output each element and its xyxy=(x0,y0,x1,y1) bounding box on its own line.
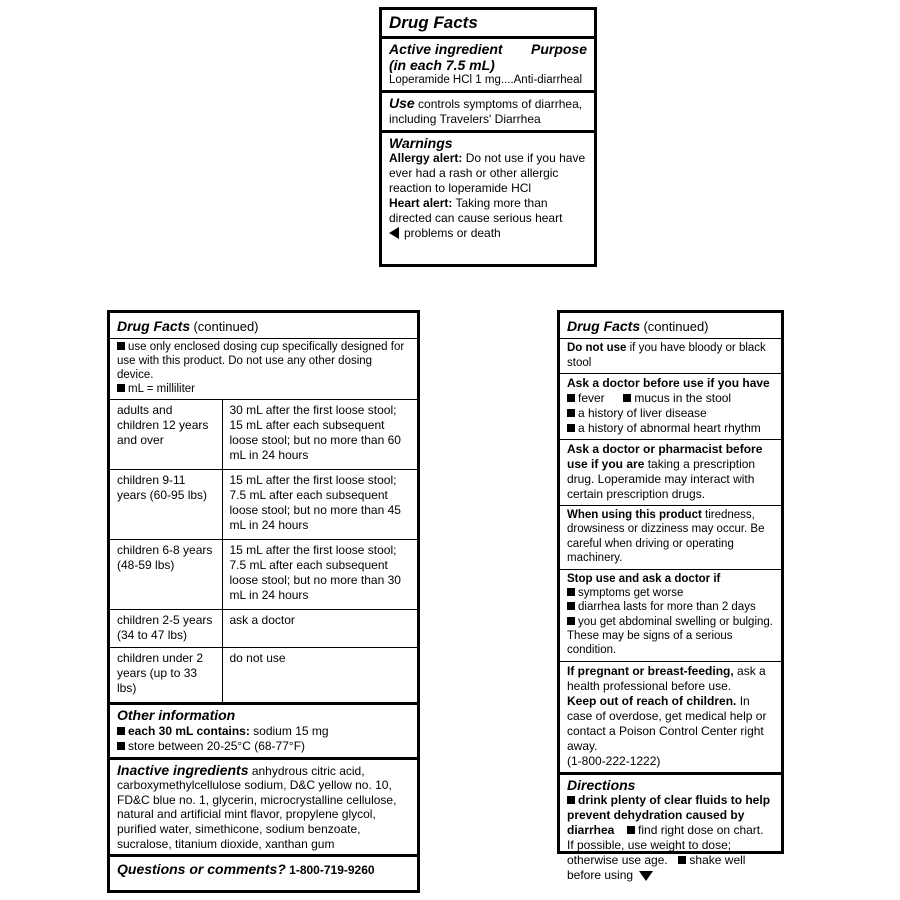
bullet-square-icon xyxy=(567,409,575,417)
heart-alert-text: Taking more than directed can cause serious heart xyxy=(389,196,563,226)
table-row xyxy=(110,648,417,703)
active-ingredient-subheading: (in each 7.5 mL) xyxy=(389,56,495,73)
inactive-ingredients-heading: Inactive ingredients xyxy=(117,761,249,778)
do-not-use-label: Do not use xyxy=(567,342,627,355)
use-text: controls symptoms of diarrhea, including Travelers' Diarrhea xyxy=(389,97,583,127)
dosing-cup-section xyxy=(110,338,417,399)
pregnant-label: If pregnant or breast-feeding, xyxy=(567,663,734,678)
dosing-table-section xyxy=(110,399,417,702)
poison-control-phone: (1-800-222-1222) xyxy=(567,753,661,768)
ml-definition: mL = milliliter xyxy=(128,382,195,395)
bullet-square-icon xyxy=(567,617,575,625)
age-cell: adults and children 12 years and over xyxy=(110,400,222,470)
bullet-square-icon xyxy=(567,424,575,432)
pregnant-text: ask a health professional before use. xyxy=(567,663,766,693)
directions-heading: Directions xyxy=(567,776,636,793)
pregnancy-section xyxy=(560,661,781,772)
dose-cell: ask a doctor xyxy=(222,610,417,648)
allergy-alert-text: Do not use if you have ever had a rash or other allergic reaction to loperamide HCl xyxy=(389,151,586,196)
questions-heading: Questions or comments? xyxy=(117,861,286,878)
ask-doctor-section xyxy=(560,373,781,439)
bullet-square-icon xyxy=(627,826,635,834)
ingredient-line: Loperamide HCl 1 mg....Anti-diarrheal xyxy=(389,73,583,86)
stop-use-item: diarrhea lasts for more than 2 days xyxy=(578,601,756,614)
age-cell: children under 2 years (up to 33 lbs) xyxy=(110,648,222,703)
drug-facts-panel-continued-dosing xyxy=(107,310,420,893)
warnings-section xyxy=(382,130,594,244)
ask-doctor-heading: Ask a doctor before use if you have xyxy=(567,376,770,390)
dose-cell: do not use xyxy=(222,648,417,703)
stop-use-section xyxy=(560,569,781,661)
arrow-down-icon xyxy=(639,871,653,881)
bullet-square-icon xyxy=(567,796,575,804)
active-ingredient-section xyxy=(382,36,594,91)
keep-out-text: In case of overdose, get medical help or contact a Poison Control Center right away. xyxy=(567,693,767,753)
dosing-table xyxy=(110,400,417,702)
age-cell: children 9-11 years (60-95 lbs) xyxy=(110,470,222,540)
panel2-title-section xyxy=(110,313,417,338)
heart-alert-label: Heart alert: xyxy=(389,196,453,211)
active-ingredient-heading: Active ingredient xyxy=(389,40,503,57)
allergy-alert-label: Allergy alert: xyxy=(389,151,463,166)
each-30ml-label: each 30 mL contains: xyxy=(128,723,250,738)
when-using-text: tiredness, drowsiness or dizziness may occur. Be careful when driving or operating machinery. xyxy=(567,509,765,565)
directions-section xyxy=(560,772,781,886)
other-information-heading: Other information xyxy=(117,707,236,724)
warnings-heading: Warnings xyxy=(389,135,453,152)
bullet-square-icon xyxy=(117,342,125,350)
ask-pharmacist-heading: Ask a doctor or pharmacist before use if you are xyxy=(567,442,763,471)
age-cell: children 6-8 years (48-59 lbs) xyxy=(110,540,222,610)
bullet-square-icon xyxy=(117,727,125,735)
stop-use-heading: Stop use and ask a doctor if xyxy=(567,572,721,585)
dose-cell: 30 mL after the first loose stool; 15 mL after each subsequent loose stool; but no more than 60 mL in 24 hours xyxy=(229,403,401,463)
purpose-heading: Purpose xyxy=(530,40,587,57)
keep-out-label: Keep out of reach of children. xyxy=(567,693,737,708)
bullet-square-icon xyxy=(678,856,686,864)
stop-use-item: symptoms get worse xyxy=(578,586,684,599)
panel2-continued: (continued) xyxy=(193,319,259,334)
dose-cell: 15 mL after the first loose stool; 7.5 mL after each subsequent loose stool; but no more than 45 mL in 24 hours xyxy=(222,470,417,540)
do-not-use-text: if you have bloody or black stool xyxy=(567,342,766,369)
table-row xyxy=(110,610,417,648)
each-30ml-text: sodium 15 mg xyxy=(253,723,329,738)
bullet-square-icon xyxy=(567,602,575,610)
dose-cell: 15 mL after the first loose stool; 7.5 mL after each subsequent loose stool; but no more than 30 mL in 24 hours xyxy=(222,540,417,610)
dosing-cup-text: use only enclosed dosing cup specifically designed for use with this product. Do not use any other dosing device. xyxy=(117,341,405,381)
bullet-square-icon xyxy=(567,588,575,596)
stop-use-note: These may be signs of a serious condition. xyxy=(567,630,733,657)
panel2-title: Drug Facts xyxy=(117,318,191,334)
other-information-section xyxy=(110,702,417,756)
questions-phone: 1-800-719-9260 xyxy=(289,863,375,878)
bullet-square-icon xyxy=(117,742,125,750)
directions-weight: If possible, use weight to dose; otherwise use age. xyxy=(567,837,732,867)
bullet-square-icon xyxy=(623,394,631,402)
inactive-ingredients-section xyxy=(110,757,417,855)
do-not-use-section xyxy=(560,338,781,373)
questions-section xyxy=(110,854,417,881)
heart-alert-text-cont: problems or death xyxy=(404,226,501,241)
ask-doctor-item: fever xyxy=(578,391,605,405)
ask-doctor-item: mucus in the stool xyxy=(634,391,732,405)
bullet-square-icon xyxy=(567,394,575,402)
directions-hydration: drink plenty of clear fluids to help prevent dehydration caused by diarrhea xyxy=(567,792,771,837)
panel3-title-section xyxy=(560,313,781,338)
use-heading: Use xyxy=(389,95,415,112)
bullet-square-icon xyxy=(117,384,125,392)
use-section xyxy=(382,90,594,130)
ask-doctor-item: a history of liver disease xyxy=(578,406,707,420)
panel3-continued: (continued) xyxy=(643,319,709,334)
age-cell: children 2-5 years (34 to 47 lbs) xyxy=(110,610,222,648)
ask-pharmacist-text: taking a prescription drug. Loperamide may interact with certain prescription drugs. xyxy=(567,457,756,501)
ask-doctor-item: a history of abnormal heart rhythm xyxy=(578,421,761,435)
inactive-ingredients-text: anhydrous citric acid, carboxymethylcellulose sodium, D&C yellow no. 10, FD&C blue no. 1, glycerin, microcrystalline cellulose, natural and artificial mint flavor, propylene glycol, purified water, simethicone, sodium benzoate, sucralose, titanium dioxide, xanthan gum xyxy=(117,763,397,851)
panel1-title: Drug Facts xyxy=(389,13,478,32)
table-row xyxy=(110,540,417,610)
panel3-title: Drug Facts xyxy=(567,318,641,334)
drug-facts-panel-continued-warnings xyxy=(557,310,784,882)
ask-pharmacist-section xyxy=(560,439,781,505)
table-row xyxy=(110,470,417,540)
directions-shake: shake well before using xyxy=(567,852,746,882)
drug-facts-panel-main xyxy=(379,7,597,267)
directions-chart: find right dose on chart. xyxy=(638,822,764,837)
when-using-section xyxy=(560,505,781,569)
arrow-left-icon xyxy=(389,227,399,239)
panel1-title-section xyxy=(382,10,594,36)
stop-use-item: you get abdominal swelling or bulging. xyxy=(578,615,773,628)
table-row xyxy=(110,400,417,470)
store-text: store between 20-25°C (68-77°F) xyxy=(128,738,306,753)
when-using-label: When using this product xyxy=(567,509,702,521)
